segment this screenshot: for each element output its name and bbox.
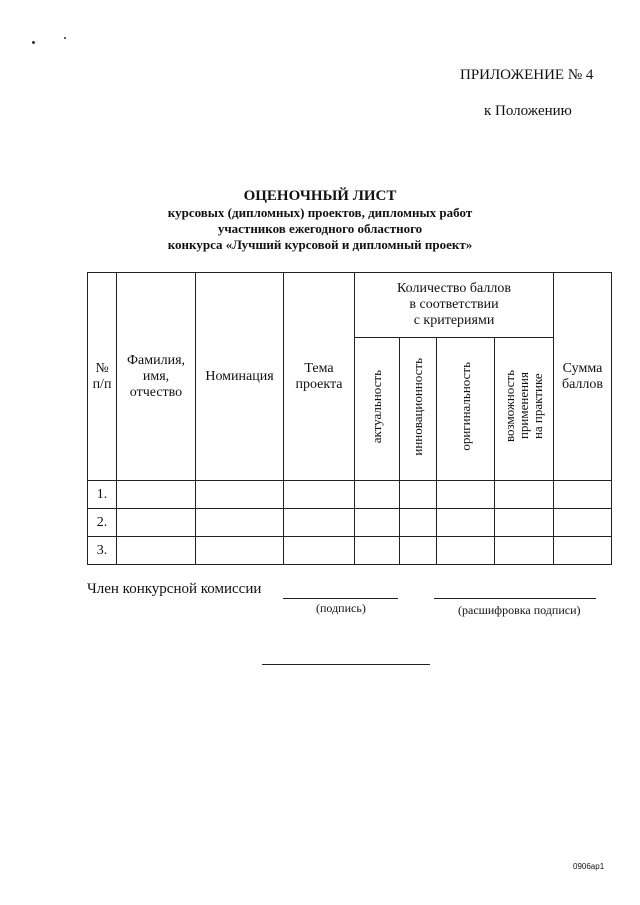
table-cell[interactable] bbox=[554, 537, 612, 565]
signature-decode-caption: (расшифровка подписи) bbox=[458, 603, 581, 617]
table-cell[interactable] bbox=[437, 509, 495, 537]
table-cell[interactable] bbox=[117, 509, 196, 537]
row-number: 3. bbox=[88, 537, 117, 565]
scan-speck bbox=[32, 41, 35, 44]
title-line-3: конкурса «Лучший курсовой и дипломный проект» bbox=[167, 237, 473, 252]
criterion-originality: оригинальность bbox=[437, 338, 495, 481]
header-full-name: Фамилия, имя, отчество bbox=[117, 273, 196, 481]
table-cell[interactable] bbox=[437, 481, 495, 509]
table-cell[interactable] bbox=[117, 537, 196, 565]
criterion-practical-use: возможность применения на практике bbox=[495, 338, 554, 481]
table-cell[interactable] bbox=[196, 509, 284, 537]
table-cell[interactable] bbox=[400, 481, 437, 509]
table-cell[interactable] bbox=[495, 537, 554, 565]
table-cell[interactable] bbox=[284, 537, 355, 565]
criterion-relevance: актуальность bbox=[355, 338, 400, 481]
header-project-topic: Тема проекта bbox=[284, 273, 355, 481]
document-title: ОЦЕНОЧНЫЙ ЛИСТ bbox=[243, 188, 397, 204]
appendix-label: ПРИЛОЖЕНИЕ № 4 bbox=[460, 67, 594, 83]
signature-line[interactable] bbox=[283, 598, 398, 599]
header-total-score: Сумма баллов bbox=[554, 273, 612, 481]
table-cell[interactable] bbox=[284, 481, 355, 509]
signature-caption: (подпись) bbox=[316, 601, 366, 615]
commission-member-label: Член конкурсной комиссии bbox=[87, 581, 262, 597]
criterion-innovation: инновационность bbox=[400, 338, 437, 481]
table-cell[interactable] bbox=[196, 537, 284, 565]
footer-code: 0906ap1 bbox=[573, 862, 605, 871]
row-number: 1. bbox=[88, 481, 117, 509]
table-cell[interactable] bbox=[495, 481, 554, 509]
row-number: 2. bbox=[88, 509, 117, 537]
table-cell[interactable] bbox=[355, 481, 400, 509]
appendix-reference: к Положению bbox=[484, 103, 572, 119]
table-cell[interactable] bbox=[437, 537, 495, 565]
scan-speck bbox=[64, 37, 66, 39]
table-cell[interactable] bbox=[554, 481, 612, 509]
table-cell[interactable] bbox=[284, 509, 355, 537]
table-row bbox=[88, 481, 612, 509]
title-line-2: участников ежегодного областного bbox=[217, 221, 423, 236]
table-cell[interactable] bbox=[400, 509, 437, 537]
title-line-1: курсовых (дипломных) проектов, дипломных работ bbox=[167, 205, 473, 220]
table-row bbox=[88, 509, 612, 537]
signature-decode-line[interactable] bbox=[434, 598, 596, 599]
extra-signature-line[interactable] bbox=[262, 664, 430, 665]
table-cell[interactable] bbox=[355, 509, 400, 537]
table-cell[interactable] bbox=[495, 509, 554, 537]
table-cell[interactable] bbox=[554, 509, 612, 537]
table-cell[interactable] bbox=[117, 481, 196, 509]
header-nomination: Номинация bbox=[196, 273, 284, 481]
table-cell[interactable] bbox=[196, 481, 284, 509]
document-title-block bbox=[0, 188, 640, 253]
table-cell[interactable] bbox=[400, 537, 437, 565]
table-cell[interactable] bbox=[355, 537, 400, 565]
evaluation-table bbox=[87, 272, 612, 565]
table-row bbox=[88, 537, 612, 565]
header-score-group: Количество баллов в соответствии с критериями bbox=[355, 273, 554, 338]
header-row-number: № п/п bbox=[88, 273, 117, 481]
